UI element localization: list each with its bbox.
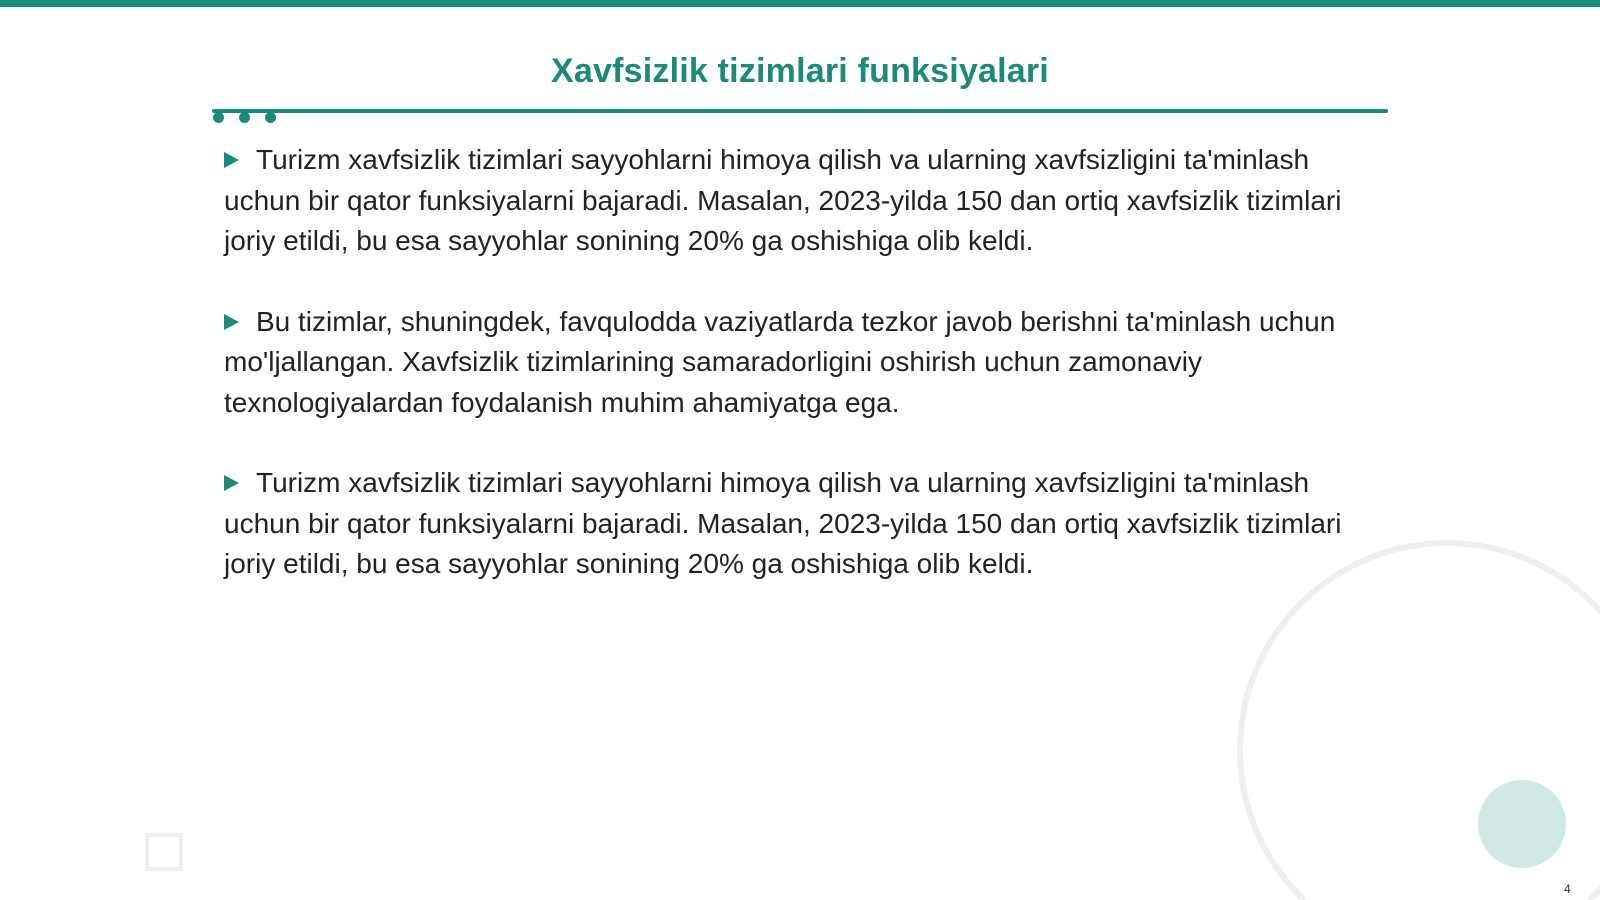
page-number: 4 xyxy=(1564,882,1571,896)
bullet-list xyxy=(224,140,1364,625)
bullet-text: Turizm xavfsizlik tizimlari sayyohlarni himoya qilish va ularning xavfsizligini ta'minlash uchun bir qator funksiyalarni bajaradi. Masalan, 2023-yilda 150 dan ortiq xavfsizlik tizimlari joriy etildi, bu esa sayyohlar sonining 20% ga oshishiga olib keldi. xyxy=(224,144,1342,256)
bullet-paragraph xyxy=(224,302,1364,424)
bullet-paragraph xyxy=(224,463,1364,585)
title-dot-decoration xyxy=(213,112,224,123)
title-dot-decoration xyxy=(239,112,250,123)
triangle-right-icon xyxy=(224,152,239,168)
slide-title: Xavfsizlik tizimlari funksiyalari xyxy=(551,52,1049,90)
triangle-right-icon xyxy=(224,475,239,491)
bullet-paragraph xyxy=(224,140,1364,262)
bullet-text: Turizm xavfsizlik tizimlari sayyohlarni himoya qilish va ularning xavfsizligini ta'minlash uchun bir qator funksiyalarni bajaradi. Masalan, 2023-yilda 150 dan ortiq xavfsizlik tizimlari joriy etildi, bu esa sayyohlar sonining 20% ga oshishiga olib keldi. xyxy=(224,467,1342,579)
decorative-circle xyxy=(1478,780,1566,868)
bullet-text: Bu tizimlar, shuningdek, favqulodda vaziyatlarda tezkor javob berishni ta'minlash uchun mo'ljallangan. Xavfsizlik tizimlarining samaradorligini oshirish uchun zamonaviy texnologiyalardan foydalanish muhim ahamiyatga ega. xyxy=(224,305,1336,418)
title-underline xyxy=(212,109,1388,113)
top-accent-bar xyxy=(0,0,1600,7)
title-dot-decoration xyxy=(265,112,276,123)
triangle-right-icon xyxy=(224,314,239,330)
decorative-square xyxy=(145,833,183,871)
